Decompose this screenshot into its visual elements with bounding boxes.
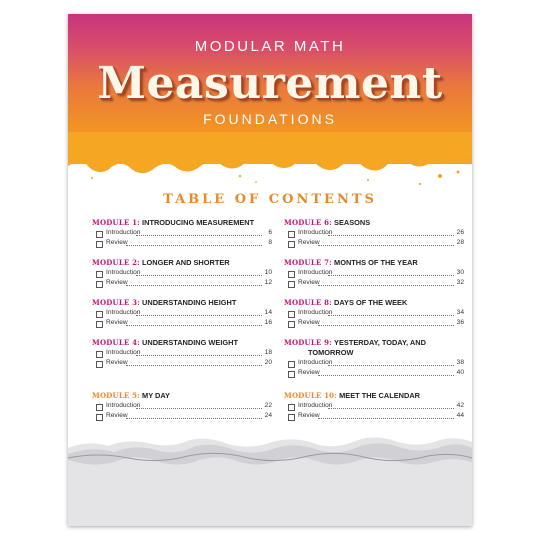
module-name: MONTHS OF THE YEAR	[334, 258, 418, 267]
entry-label: Introduction	[298, 402, 333, 409]
checkbox-icon	[96, 361, 103, 368]
module-heading	[92, 338, 272, 348]
module-5	[92, 391, 272, 421]
toc-entry[interactable]	[96, 278, 272, 288]
dot-leader	[126, 365, 262, 366]
module-name: MEET THE CALENDAR	[339, 391, 420, 400]
module-heading	[284, 391, 464, 401]
torn-paper-footer	[68, 432, 472, 526]
entry-label: Review	[298, 369, 320, 376]
entry-label: Review	[298, 279, 320, 286]
module-name: SEASONS	[334, 218, 371, 227]
checkbox-icon	[96, 351, 103, 358]
entry-page: 42	[456, 402, 464, 409]
module-number: MODULE 3:	[92, 298, 140, 307]
entry-page: 20	[264, 359, 272, 366]
dot-leader	[136, 355, 262, 356]
entry-page: 26	[456, 229, 464, 236]
toc-entry[interactable]	[96, 411, 272, 421]
entry-page: 10	[264, 269, 272, 276]
toc-entry[interactable]	[288, 278, 464, 288]
toc-entry[interactable]	[288, 358, 464, 368]
module-name-continued: TOMORROW	[308, 348, 354, 357]
toc-entry[interactable]	[96, 268, 272, 278]
module-heading	[92, 258, 272, 268]
entry-label: Review	[106, 319, 128, 326]
entry-page: 16	[264, 319, 272, 326]
module-heading	[92, 391, 272, 401]
module-number: MODULE 9:	[284, 338, 332, 347]
module-number: MODULE 10:	[284, 391, 338, 400]
dot-leader	[328, 408, 454, 409]
module-6	[284, 218, 464, 248]
dot-leader	[318, 285, 454, 286]
dot-leader	[318, 375, 454, 376]
book-page	[68, 14, 472, 526]
entry-label: Review	[298, 239, 320, 246]
entry-page: 32	[456, 279, 464, 286]
entry-label: Review	[106, 279, 128, 286]
module-10	[284, 391, 464, 421]
entry-page: 6	[268, 229, 272, 236]
module-heading	[92, 298, 272, 308]
module-number: MODULE 2:	[92, 258, 140, 267]
entry-page: 36	[456, 319, 464, 326]
module-4	[92, 338, 272, 368]
toc-entry[interactable]	[288, 238, 464, 248]
module-name: UNDERSTANDING WEIGHT	[142, 338, 238, 347]
dot-leader	[328, 275, 454, 276]
entry-page: 40	[456, 369, 464, 376]
checkbox-icon	[288, 311, 295, 318]
entry-label: Introduction	[106, 402, 141, 409]
dot-leader	[126, 418, 262, 419]
dot-leader	[318, 418, 454, 419]
dot-leader	[126, 325, 262, 326]
dot-leader	[136, 275, 262, 276]
toc-entry[interactable]	[288, 368, 464, 378]
entry-page: 8	[268, 239, 272, 246]
module-number: MODULE 8:	[284, 298, 332, 307]
checkbox-icon	[96, 414, 103, 421]
module-heading	[284, 298, 464, 308]
dot-leader	[318, 325, 454, 326]
checkbox-icon	[288, 271, 295, 278]
book-title: Measurement	[97, 58, 443, 109]
dot-leader	[136, 235, 262, 236]
checkbox-icon	[288, 321, 295, 328]
dot-leader	[126, 245, 262, 246]
checkbox-icon	[96, 311, 103, 318]
toc-entry[interactable]	[288, 401, 464, 411]
entry-page: 28	[456, 239, 464, 246]
entry-label: Introduction	[298, 229, 333, 236]
module-heading	[284, 258, 464, 268]
entry-label: Introduction	[106, 349, 141, 356]
entry-label: Review	[106, 412, 128, 419]
toc-entry[interactable]	[288, 411, 464, 421]
dot-leader	[126, 285, 262, 286]
entry-page: 30	[456, 269, 464, 276]
entry-label: Introduction	[298, 269, 333, 276]
module-9	[284, 338, 464, 378]
toc-entry[interactable]	[96, 318, 272, 328]
module-heading	[284, 338, 464, 348]
book-subtitle: FOUNDATIONS	[203, 111, 337, 127]
module-name: MY DAY	[142, 391, 170, 400]
module-1	[92, 218, 272, 248]
module-name: INTRODUCING MEASUREMENT	[142, 218, 255, 227]
entry-label: Introduction	[106, 269, 141, 276]
checkbox-icon	[288, 371, 295, 378]
entry-label: Introduction	[106, 229, 141, 236]
checkbox-icon	[288, 414, 295, 421]
toc-entry[interactable]	[96, 348, 272, 358]
checkbox-icon	[96, 404, 103, 411]
module-heading	[284, 218, 464, 228]
entry-label: Introduction	[298, 309, 333, 316]
dot-leader	[136, 408, 262, 409]
entry-page: 44	[456, 412, 464, 419]
dot-leader	[328, 315, 454, 316]
entry-page: 12	[264, 279, 272, 286]
toc-entry[interactable]	[96, 401, 272, 411]
dot-leader	[136, 315, 262, 316]
toc-entry[interactable]	[96, 238, 272, 248]
toc-entry[interactable]	[96, 308, 272, 318]
entry-label: Review	[298, 412, 320, 419]
toc-entry[interactable]	[96, 228, 272, 238]
module-name: LONGER AND SHORTER	[142, 258, 230, 267]
checkbox-icon	[96, 241, 103, 248]
entry-page: 34	[456, 309, 464, 316]
toc-heading: TABLE OF CONTENTS	[163, 192, 377, 207]
series-title: MODULAR MATH	[194, 38, 346, 55]
entry-label: Introduction	[106, 309, 141, 316]
module-7	[284, 258, 464, 288]
checkbox-icon	[288, 281, 295, 288]
module-number: MODULE 4:	[92, 338, 140, 347]
toc-entry[interactable]	[96, 358, 272, 368]
entry-page: 38	[456, 359, 464, 366]
entry-label: Review	[106, 239, 128, 246]
toc-entry[interactable]	[288, 308, 464, 318]
toc-entry[interactable]	[288, 228, 464, 238]
entry-page: 14	[264, 309, 272, 316]
module-heading-line2	[284, 348, 464, 358]
module-heading	[92, 218, 272, 228]
checkbox-icon	[288, 241, 295, 248]
module-2	[92, 258, 272, 288]
module-3	[92, 298, 272, 328]
entry-page: 24	[264, 412, 272, 419]
toc-entry[interactable]	[288, 268, 464, 278]
module-name: UNDERSTANDING HEIGHT	[142, 298, 237, 307]
checkbox-icon	[288, 231, 295, 238]
module-number: MODULE 7:	[284, 258, 332, 267]
module-number: MODULE 1:	[92, 218, 140, 227]
checkbox-icon	[96, 271, 103, 278]
module-number: MODULE 6:	[284, 218, 332, 227]
entry-label: Review	[106, 359, 128, 366]
module-name: DAYS OF THE WEEK	[334, 298, 408, 307]
checkbox-icon	[96, 281, 103, 288]
module-8	[284, 298, 464, 328]
dot-leader	[318, 245, 454, 246]
dot-leader	[328, 365, 454, 366]
toc-entry[interactable]	[288, 318, 464, 328]
checkbox-icon	[96, 321, 103, 328]
entry-page: 18	[264, 349, 272, 356]
checkbox-icon	[96, 231, 103, 238]
module-name: YESTERDAY, TODAY, AND	[334, 338, 426, 347]
checkbox-icon	[288, 361, 295, 368]
entry-page: 22	[264, 402, 272, 409]
dot-leader	[328, 235, 454, 236]
checkbox-icon	[288, 404, 295, 411]
module-number: MODULE 5:	[92, 391, 140, 400]
entry-label: Review	[298, 319, 320, 326]
entry-label: Introduction	[298, 359, 333, 366]
